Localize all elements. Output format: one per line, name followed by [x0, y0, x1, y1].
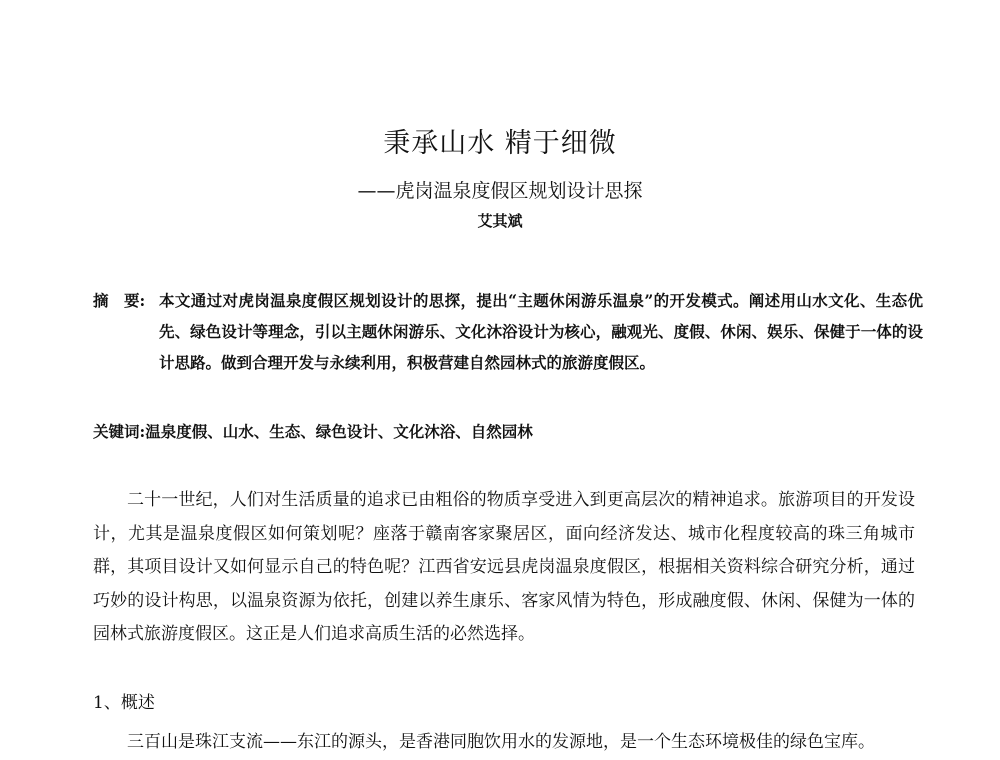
intro-paragraph: 二十一世纪，人们对生活质量的追求已由粗俗的物质享受进入到更高层次的精神追求。旅游项目的开发设计，尤其是温泉度假区如何策划呢？座落于赣南客家聚居区，面向经济发达、城市化程度较高的珠三角城市群，其项目设计又如何显示自己的特色呢？江西省安远县虎岗温泉度假区，根据相关资料综合研究分析，通过巧妙的设计构思，以温泉资源为依托，创建以养生康乐、客家风情为特色，形成融度假、休闲、保健为一体的园林式旅游度假区。这正是人们追求高质生活的必然选择。 — [93, 490, 915, 644]
abstract-text: 本文通过对虎岗温泉度假区规划设计的思探，提出“主题休闲游乐温泉”的开发模式。阐述用山水文化、生态优先、绿色设计等理念，引以主题休闲游乐、文化沐浴设计为核心，融观光、度假、休闲、娱乐、保健于一体的设计思路。做到合理开发与永续利用，积极营建自然园林式的旅游度假区。 — [159, 291, 923, 372]
section-heading-overview: 1、概述 — [93, 693, 155, 713]
keywords-label: 关键词: — [93, 422, 146, 441]
article-author: 艾其斌 — [477, 212, 523, 230]
article-title: 秉承山水 精于细微 — [383, 128, 617, 159]
keywords-text: 温泉度假、山水、生态、绿色设计、文化沐浴、自然园林 — [145, 422, 533, 441]
keywords-block — [93, 416, 923, 447]
abstract-label: 摘 要: — [93, 291, 146, 310]
article-subtitle: ——虎岗温泉度假区规划设计思探 — [357, 180, 643, 202]
abstract-block — [93, 285, 923, 378]
section-paragraph-overview: 三百山是珠江支流——东江的源头，是香港同胞饮用水的发源地，是一个生态环境极佳的绿色宝库。 — [127, 732, 875, 752]
